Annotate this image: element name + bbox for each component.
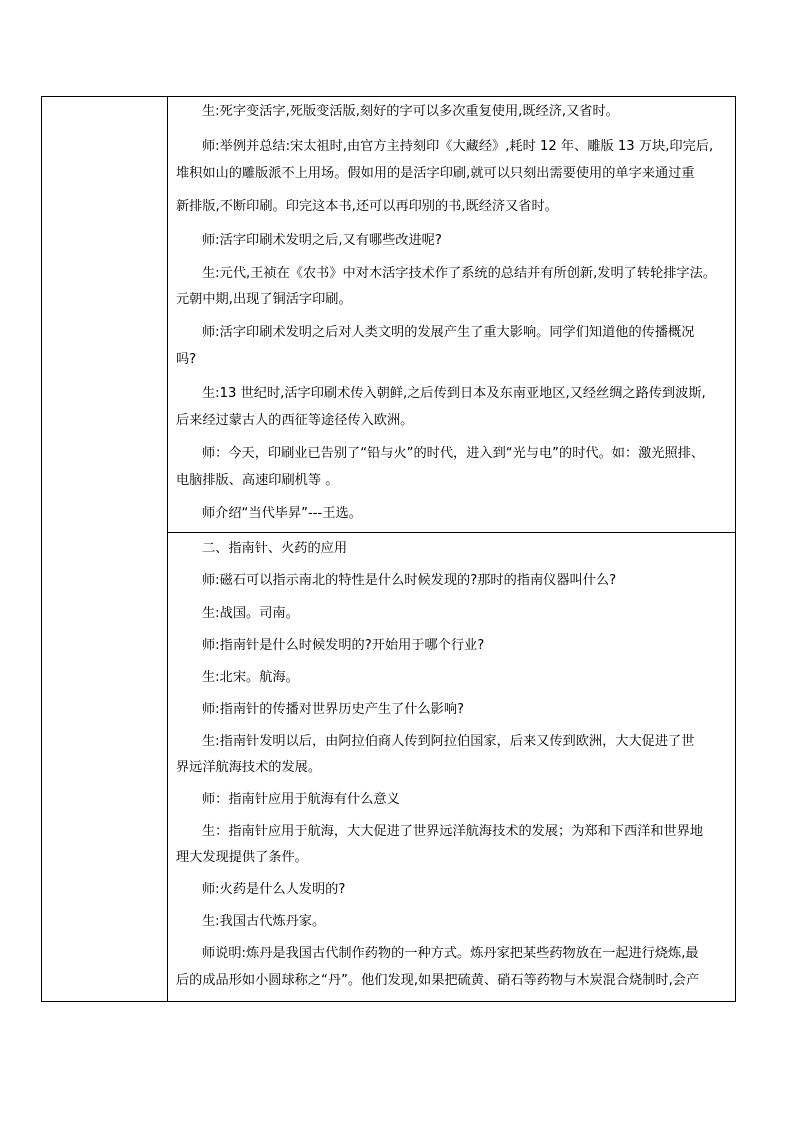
paragraph-line: 生:我国古代炼丹家。 — [202, 914, 326, 929]
paragraph-line: 生:死字变活字,死版变活版,刻好的字可以多次重复使用,既经济,又省时。 — [202, 104, 619, 119]
paragraph-line: 生:指南针发明以后，由阿拉伯商人传到阿拉伯国家，后来又传到欧洲，大大促进了世 — [202, 734, 695, 749]
section-heading: 二、指南针、火药的应用 — [202, 541, 348, 556]
paragraph-line: 师:举例并总结:宋太祖时,由官方主持刻印《大藏经》,耗时 12 年、雕版 13 万块,印完后, — [202, 139, 714, 154]
paragraph-line: 生:战国。司南。 — [202, 606, 299, 621]
paragraph-line: 师:指南针的传播对世界历史产生了什么影响? — [202, 702, 465, 717]
paragraph-line: 后来经过蒙古人的西征等途径传入欧洲。 — [176, 413, 414, 428]
paragraph-line: 师:磁石可以指示南北的特性是什么时候发现的?那时的指南仪器叫什么? — [202, 573, 617, 588]
paragraph-line: 理大发现提供了条件。 — [176, 850, 308, 865]
paragraph-line: 师：指南针应用于航海有什么意义 — [202, 792, 400, 807]
paragraph-line: 生:北宋。航海。 — [202, 670, 299, 685]
paragraph-line: 师介绍“当代毕昇”---王选。 — [202, 506, 362, 521]
paragraph-line: 后的成品形如小圆球称之“丹”。他们发现,如果把硫黄、硝石等药物与木炭混合烧制时,会产 — [176, 973, 700, 988]
paragraph-line: 师:指南针是什么时候发明的?开始用于哪个行业? — [202, 638, 485, 653]
paragraph-line: 界远洋航海技术的发展。 — [176, 760, 322, 775]
paragraph-line: 生:13 世纪时,活字印刷术传入朝鲜,之后传到日本及东南亚地区,又经丝绸之路传到波斯, — [202, 386, 706, 401]
paragraph-line: 新排版,不断印刷。印完这本书,还可以再印别的书,既经济又省时。 — [176, 199, 558, 214]
cell-compass-gunpowder — [168, 533, 735, 1001]
paragraph-line: 师:活字印刷术发明之后,又有哪些改进呢? — [202, 233, 442, 248]
paragraph-line: 生:元代,王祯在《农书》中对木活字技术作了系统的总结并有所创新,发明了转轮排字法。 — [202, 266, 716, 281]
lesson-table — [41, 96, 736, 1002]
paragraph-line: 师:火药是什么人发明的? — [202, 882, 346, 897]
table-right-border — [735, 96, 736, 1002]
paragraph-line: 师:活字印刷术发明之后对人类文明的发展产生了重大影响。同学们知道他的传播概况 — [202, 325, 695, 340]
table-bottom-border — [41, 1001, 736, 1002]
paragraph-line: 生：指南针应用于航海，大大促进了世界远洋航海技术的发展；为郑和下西洋和世界地 — [202, 824, 704, 839]
paragraph-line: 元朝中期,出现了铜活字印刷。 — [176, 292, 352, 307]
paragraph-line: 堆积如山的雕版派不上用场。假如用的是活字印刷,就可以只刻出需要使用的单字来通过重 — [176, 166, 695, 181]
paragraph-line: 师：今天，印刷业已告别了“铅与火”的时代，进入到“光与电”的时代。如：激光照排、 — [202, 446, 705, 461]
table-left-border — [41, 96, 42, 1002]
paragraph-line: 吗? — [176, 352, 197, 367]
paragraph-line: 电脑排版、高速印刷机等 。 — [176, 473, 339, 488]
paragraph-line: 师说明:炼丹是我国古代制作药物的一种方式。炼丹家把某些药物放在一起进行烧炼,最 — [202, 946, 699, 961]
cell-movable-type — [168, 96, 735, 532]
